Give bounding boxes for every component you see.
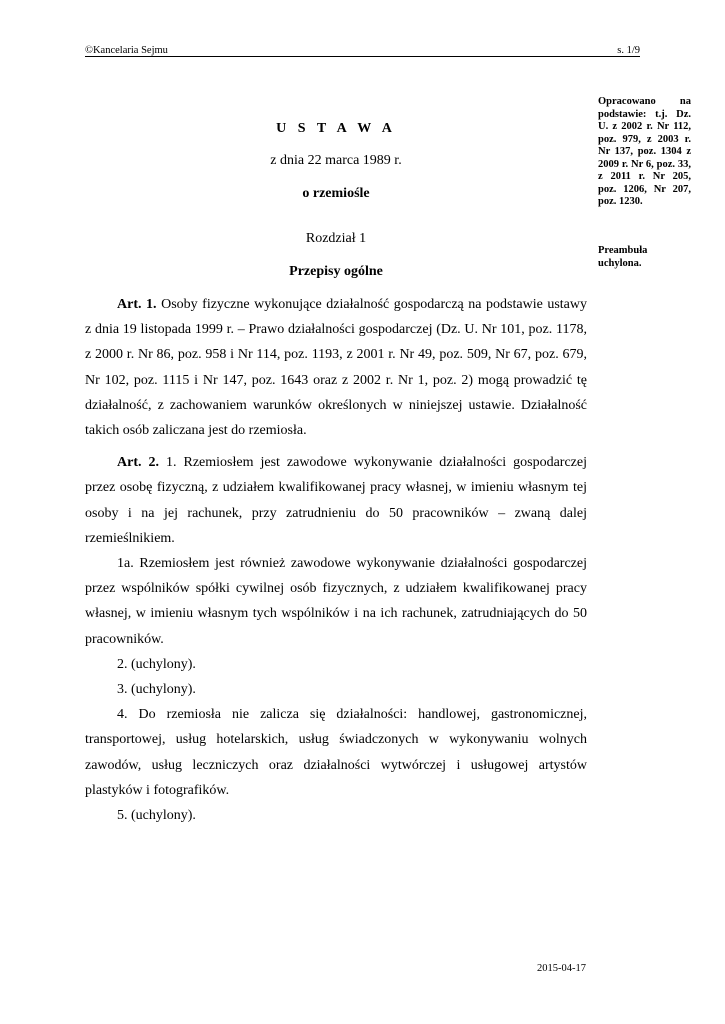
article-label: Art. 2. xyxy=(117,455,159,471)
footer-date: 2015-04-17 xyxy=(537,963,586,974)
chapter-title: Przepisy ogólne xyxy=(289,264,383,279)
header-page-number: s. 1/9 xyxy=(617,45,640,56)
article-1 xyxy=(85,292,587,443)
article-text: Osoby fizyczne wykonujące działalność gospodarczą na podstawie ustawy z dnia 19 listopada 1999 r. – Prawo działalności gospodarczej (Dz. U. Nr 101, poz. 1178, z 2000 r. Nr 86, poz. 958 i Nr 114, poz. 1193, z 2001 r. Nr 49, poz. 509, Nr 67, poz. 679, Nr 102, poz. 1115 i Nr 147, poz. 1643 oraz z 2002 r. Nr 1, poz. 2) mogą prowadzić tę działalność, z zachowaniem warunków określonych w niniejszej ustawie. Działalność takich osób zaliczana jest do rzemiosła. xyxy=(85,297,588,439)
article-label: Art. 1. xyxy=(117,297,157,312)
paragraph-2: 2. (uchylony). xyxy=(117,656,196,672)
paragraph-1a: 1a. Rzemiosłem jest również zawodowe wykonywanie działalności gospodarczej przez wspólników spółki cywilnej osób fizycznych, z udziałem kwalifikowanej pracy własnej, w imieniu własnym tych wspólników i na ich rachunek, zatrudniających do 50 pracowników. xyxy=(85,556,587,647)
chapter-number: Rozdział 1 xyxy=(305,231,367,246)
document-date: z dnia 22 marca 1989 r. xyxy=(270,153,402,168)
paragraph-3: 3. (uchylony). xyxy=(117,682,196,698)
article-2 xyxy=(85,450,587,551)
document-body xyxy=(85,292,587,828)
header-publisher: ©Kancelaria Sejmu xyxy=(85,45,168,56)
side-note-preamble: Preambuła uchylona. xyxy=(598,245,648,269)
article-text: 1. Rzemiosłem jest zawodowe wykonywanie działalności gospodarczej przez osobę fizyczną, z udziałem kwalifikowanej pracy własnej, w imieniu własnym tej osoby i na jej rachunek, przy zatrudnieniu do 50 pracowników – zwaną dalej rzemieślnikiem. xyxy=(85,455,587,546)
document-type: U S T A W A xyxy=(276,121,396,136)
header-rule xyxy=(85,56,640,57)
paragraph-4: 4. Do rzemiosła nie zalicza się działalności: handlowej, gastronomicznej, transportowej, usług hotelarskich, usług świadczonych w wykonywaniu wolnych zawodów, usług leczniczych oraz działalności wytwórczej i usługowej artystów plastyków i fotografików. xyxy=(85,707,587,798)
paragraph-5: 5. (uchylony). xyxy=(117,808,196,824)
side-note-source: Opracowano na podstawie: t.j. Dz. U. z 2002 r. Nr 112, poz. 979, z 2003 r. Nr 137, poz. 1304 z 2009 r. Nr 6, poz. 33, z 2011 r. Nr 205, poz. 1206, Nr 207, poz. 1230. xyxy=(598,96,691,207)
document-subject: o rzemiośle xyxy=(302,186,370,201)
